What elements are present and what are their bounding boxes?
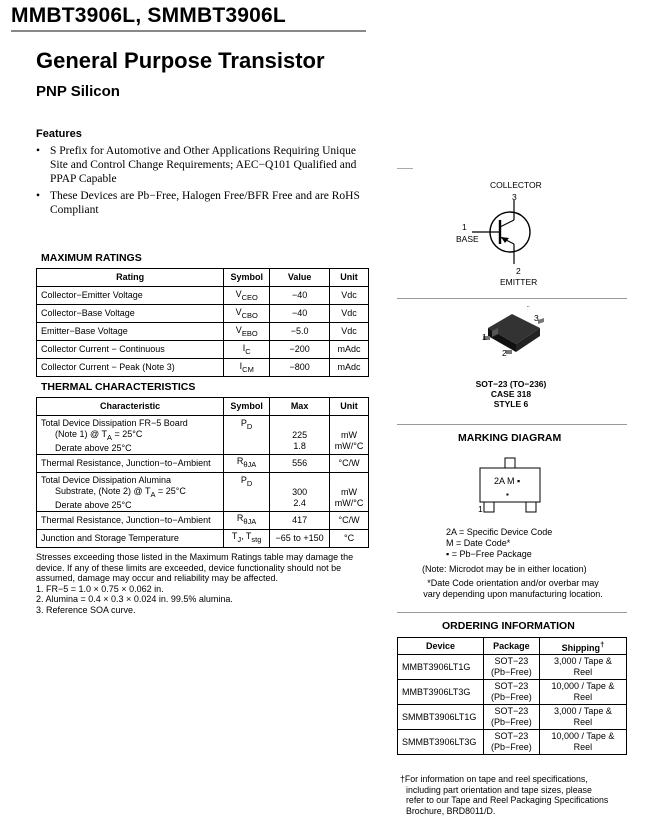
bullet-icon: • — [36, 145, 41, 157]
header-rule — [11, 30, 366, 32]
note-2: 2. Alumina = 0.4 × 0.3 × 0.024 in. 99.5% alumina. — [36, 594, 233, 604]
date-code-note: *Date Code orientation and/or overbar may vary depending upon manufacturing location. — [423, 578, 603, 599]
section-rule — [397, 424, 627, 425]
part-number-header: MMBT3906L, SMMBT3906L — [11, 4, 286, 27]
package-info: SOT−23 (TO−236) CASE 318 STYLE 6 — [475, 379, 547, 409]
pnp-transistor-symbol-icon — [470, 200, 540, 264]
marking-code: 2A M ▪ — [494, 476, 521, 486]
notes — [36, 552, 376, 615]
features-list — [36, 144, 376, 220]
marking-diagram-heading: MARKING DIAGRAM — [458, 432, 562, 444]
table-row: SMMBT3906LT3G SOT−23 (Pb−Free) 10,000 / Tape & Reel — [398, 730, 627, 755]
stress-note: Stresses exceeding those listed in the Maximum Ratings table may damage the device. If any of these limits are exceeded, device functionality should not be assumed, damage may occur and reliability may be affected. — [36, 552, 354, 583]
sot23-package-icon — [478, 306, 558, 366]
table-row: MMBT3906LT1G SOT−23 (Pb−Free) 3,000 / Tape & Reel — [398, 655, 627, 680]
microdot-note: (Note: Microdot may be in either location) — [422, 564, 587, 574]
feature-item: • These Devices are Pb−Free, Halogen Free/BFR Free and are RoHS Compliant — [36, 190, 360, 216]
ordering-table — [397, 637, 627, 755]
table-row: Thermal Resistance, Junction−to−Ambient $R_{\theta JA}$ 556 °C/W — [37, 454, 369, 472]
feature-item: • S Prefix for Automotive and Other Applications Requiring Unique Site and Control Change Requirements; AEC−Q101 Qualified and PPAP Capable — [36, 145, 357, 185]
ordering-heading: ORDERING INFORMATION — [442, 620, 575, 632]
package-pin1-label: 1 — [482, 332, 487, 342]
table-row: Total Device Dissipation Alumina Substrate, (Note 2) @ $T_A = 25^\circ C$ Derate above 25°C $P_D$ 300 2.4 mW mW/°C — [37, 472, 369, 511]
section-rule — [397, 298, 627, 299]
emitter-label: EMITTER — [500, 277, 538, 287]
marking-pin1-label: 1 — [478, 504, 483, 514]
table-row: Collector Current − Peak (Note 3) $I_{CM}$ −800 mAdc — [37, 359, 369, 377]
table-row: Total Device Dissipation FR−5 Board (Note 1) @ $T_A = 25^\circ C$ Derate above 25°C $P_D$ 225 1.8 mW mW/°C — [37, 416, 369, 455]
features-heading: Features — [36, 128, 82, 140]
table-row: Emitter−Base Voltage $V_{EBO}$ −5.0 Vdc — [37, 323, 369, 341]
max-ratings-table — [36, 268, 369, 377]
emitter-pin-label: 2 — [516, 266, 521, 276]
note-3: 3. Reference SOA curve. — [36, 604, 136, 615]
collector-label: COLLECTOR — [490, 180, 542, 190]
table-row: SMMBT3906LT1G SOT−23 (Pb−Free) 3,000 / Tape & Reel — [398, 705, 627, 730]
table-row: Thermal Resistance, Junction−to−Ambient $R_{\theta JA}$ 417 °C/W — [37, 511, 369, 529]
table-row: Collector−Base Voltage $V_{CBO}$ −40 Vdc — [37, 305, 369, 323]
table-row: Junction and Storage Temperature $T_J$, $T_{stg}$ −65 to +150 °C — [37, 529, 369, 547]
collector-pin-label: 3 — [512, 192, 517, 202]
table-row: Collector Current − Continuous $I_C$ −200 mAdc — [37, 341, 369, 359]
thermal-heading: THERMAL CHARACTERISTICS — [41, 381, 196, 393]
microdot-icon: ▪ — [506, 490, 509, 499]
max-ratings-heading: MAXIMUM RATINGS — [41, 252, 142, 264]
table-header-row: Rating Symbol Value Unit — [37, 269, 369, 287]
page-title: General Purpose Transistor — [36, 48, 325, 73]
base-label: BASE — [456, 234, 479, 244]
package-pin2-label: 2 — [502, 348, 507, 358]
package-pin3-label: 3 — [534, 313, 539, 323]
bullet-icon: • — [36, 190, 41, 202]
note-1: 1. FR−5 = 1.0 × 0.75 × 0.062 in. — [36, 583, 164, 594]
marking-legend: 2A = Specific Device Code M = Date Code* ▪ = Pb−Free Package — [446, 527, 553, 559]
short-rule — [397, 168, 413, 169]
table-row: MMBT3906LT3G SOT−23 (Pb−Free) 10,000 / Tape & Reel — [398, 680, 627, 705]
ordering-footnote: †For information on tape and reel specifications, including part orientation and tape sizes, please refer to our Tape and Reel Packaging Specifications Brochure, BRD8011/D. — [400, 774, 609, 816]
table-row: Collector−Emitter Voltage $V_{CEO}$ −40 Vdc — [37, 287, 369, 305]
table-header-row: Characteristic Symbol Max Unit — [37, 398, 369, 416]
section-rule — [397, 612, 627, 613]
table-header-row: Device Package Shipping† — [398, 638, 627, 655]
page-subtitle: PNP Silicon — [36, 83, 120, 100]
thermal-table — [36, 397, 369, 548]
base-pin-label: 1 — [462, 222, 467, 232]
